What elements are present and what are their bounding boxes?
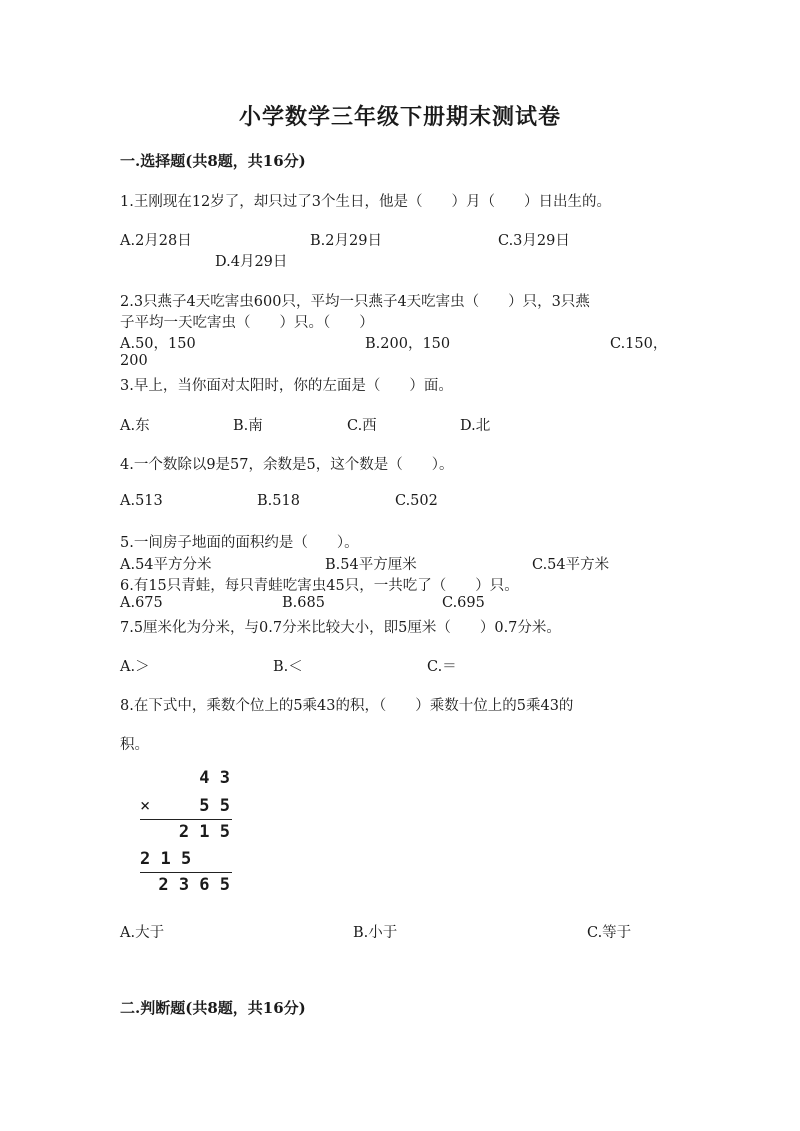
q1-option-d[interactable]: D.4月29日 [215, 254, 288, 270]
question-8-text-line1: 8.在下式中，乘数个位上的5乘43的积，（ ）乘数十位上的5乘43的 [120, 698, 574, 714]
q4-option-c[interactable]: C.502 [395, 493, 438, 509]
partial-product-2: 2 1 5 [140, 849, 192, 869]
question-6-text: 6.有15只青蛙，每只青蛙吃害虫45只，一共吃了（ ）只。 [120, 578, 519, 594]
q7-option-a[interactable]: A.＞ [120, 659, 150, 675]
times-sign: × [140, 796, 151, 816]
q2-option-b[interactable]: B.200，150 [365, 336, 451, 352]
q6-option-b[interactable]: B.685 [282, 595, 325, 611]
multiplier: 5 5 [199, 796, 230, 816]
q6-option-a[interactable]: A.675 [120, 595, 163, 611]
q4-option-a[interactable]: A.513 [120, 493, 163, 509]
q3-option-a[interactable]: A.东 [120, 418, 150, 434]
q5-option-b[interactable]: B.54平方厘米 [325, 557, 417, 573]
q8-option-b[interactable]: B.小于 [353, 925, 398, 941]
question-2-text-line2: 子平均一天吃害虫（ ）只。（ ） [120, 315, 374, 331]
q8-option-a[interactable]: A.大于 [120, 925, 165, 941]
final-product: 2 3 6 5 [158, 875, 230, 895]
q5-option-c[interactable]: C.54平方米 [532, 557, 610, 573]
calc-line-1 [140, 819, 232, 820]
q2-option-c-continued: 200 [120, 353, 148, 369]
q2-option-a[interactable]: A.50，150 [120, 336, 196, 352]
question-3-text: 3.早上，当你面对太阳时，你的左面是（ ）面。 [120, 378, 453, 394]
q1-option-b[interactable]: B.2月29日 [310, 233, 382, 249]
q6-option-c[interactable]: C.695 [442, 595, 485, 611]
partial-product-1: 2 1 5 [178, 822, 230, 842]
q7-option-b[interactable]: B.＜ [273, 659, 303, 675]
q5-option-a[interactable]: A.54平方分米 [120, 557, 212, 573]
q3-option-b[interactable]: B.南 [233, 418, 263, 434]
question-2-text-line1: 2.3只燕子4天吃害虫600只，平均一只燕子4天吃害虫（ ）只，3只燕 [120, 294, 590, 310]
q4-option-b[interactable]: B.518 [257, 493, 300, 509]
question-1-text: 1.王刚现在12岁了，却只过了3个生日，他是（ ）月（ ）日出生的。 [120, 194, 612, 210]
q3-option-d[interactable]: D.北 [460, 418, 491, 434]
question-5-text: 5.一间房子地面的面积约是（ ）。 [120, 535, 359, 551]
q7-option-c[interactable]: C.＝ [427, 659, 457, 675]
section-heading-judgement: 二.判断题(共8题，共16分) [120, 999, 306, 1017]
section-heading-choice: 一.选择题(共8题，共16分) [120, 152, 306, 170]
question-8-text-line2: 积。 [120, 737, 149, 753]
q8-option-c[interactable]: C.等于 [587, 925, 632, 941]
page-title: 小学数学三年级下册期末测试卷 [238, 104, 561, 130]
calc-line-2 [140, 872, 232, 873]
q2-option-c[interactable]: C.150， [610, 336, 668, 352]
q1-option-a[interactable]: A.2月28日 [120, 233, 192, 249]
question-7-text: 7.5厘米化为分米，与0.7分米比较大小，即5厘米（ ）0.7分米。 [120, 620, 561, 636]
q1-option-c[interactable]: C.3月29日 [498, 233, 570, 249]
q3-option-c[interactable]: C.西 [347, 418, 377, 434]
multiplicand: 4 3 [199, 768, 230, 788]
question-4-text: 4.一个数除以9是57，余数是5，这个数是（ ）。 [120, 457, 454, 473]
